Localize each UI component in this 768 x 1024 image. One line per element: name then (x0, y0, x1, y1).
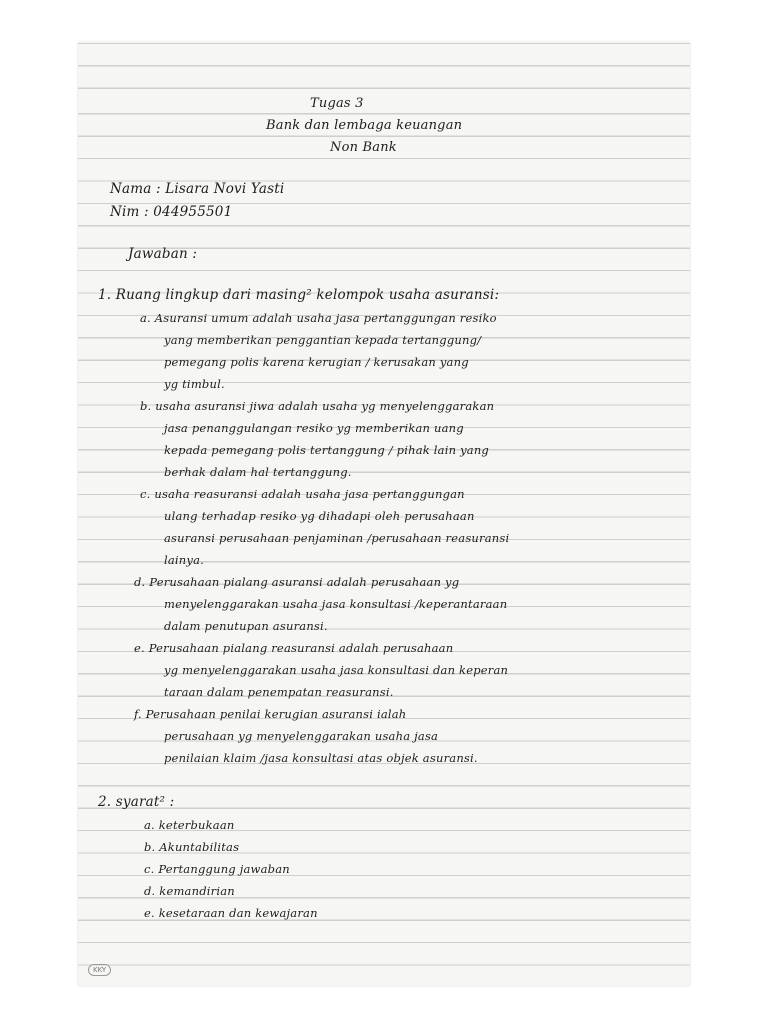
page-title: Tugas 3 (310, 96, 364, 111)
student-nim: Nim : 044955501 (110, 204, 233, 220)
section-1-heading: 1. Ruang lingkup dari masing² kelompok usaha asuransi: (98, 287, 500, 303)
notebook-page (78, 42, 690, 986)
item-b-line: kepada pemegang polis tertanggung / pihak lain yang (164, 443, 489, 457)
item-b-line: b. usaha asuransi jiwa adalah usaha yg menyelenggarakan (140, 399, 495, 413)
item-a-line: yang memberikan penggantian kepada tertanggung/ (164, 333, 482, 347)
item-c-line: lainya. (164, 553, 205, 567)
page-subtitle-2: Non Bank (330, 140, 397, 155)
section-2-item: b. Akuntabilitas (144, 840, 240, 854)
item-f-line: penilaian klaim /jasa konsultasi atas objek asuransi. (164, 751, 478, 765)
section-2-item: a. keterbukaan (144, 818, 235, 832)
item-a-line: yg timbul. (164, 377, 225, 391)
answer-label: Jawaban : (128, 246, 198, 262)
student-name: Nama : Lisara Novi Yasti (110, 181, 285, 197)
item-d-line: d. Perusahaan pialang asuransi adalah perusahaan yg (134, 575, 460, 589)
item-c-line: ulang terhadap resiko yg dihadapi oleh perusahaan (164, 509, 475, 523)
page-subtitle-1: Bank dan lembaga keuangan (266, 118, 463, 133)
item-d-line: menyelenggarakan usaha jasa konsultasi /keperantaraan (164, 597, 508, 611)
section-2-item: e. kesetaraan dan kewajaran (144, 906, 318, 920)
item-e-line: taraan dalam penempatan reasuransi. (164, 685, 394, 699)
item-f-line: perusahaan yg menyelenggarakan usaha jasa (164, 729, 439, 743)
item-f-line: f. Perusahaan penilai kerugian asuransi ialah (134, 707, 407, 721)
item-a-line: pemegang polis karena kerugian / kerusakan yang (164, 355, 469, 369)
item-d-line: dalam penutupan asuransi. (164, 619, 328, 633)
section-2-item: d. kemandirian (144, 884, 235, 898)
item-b-line: jasa penanggulangan resiko yg memberikan uang (164, 421, 464, 435)
section-2-heading: 2. syarat² : (98, 794, 175, 810)
item-c-line: asuransi perusahaan penjaminan /perusahaan reasuransi (164, 531, 510, 545)
item-a-line: a. Asuransi umum adalah usaha jasa pertanggungan resiko (140, 311, 497, 325)
item-e-line: e. Perusahaan pialang reasuransi adalah perusahaan (134, 641, 454, 655)
notebook-brand-logo: KKY (88, 964, 111, 976)
item-e-line: yg menyelenggarakan usaha jasa konsultasi dan keperan (164, 663, 509, 677)
item-c-line: c. usaha reasuransi adalah usaha jasa pertanggungan (140, 487, 465, 501)
item-b-line: berhak dalam hal tertanggung. (164, 465, 352, 479)
section-2-item: c. Pertanggung jawaban (144, 862, 290, 876)
